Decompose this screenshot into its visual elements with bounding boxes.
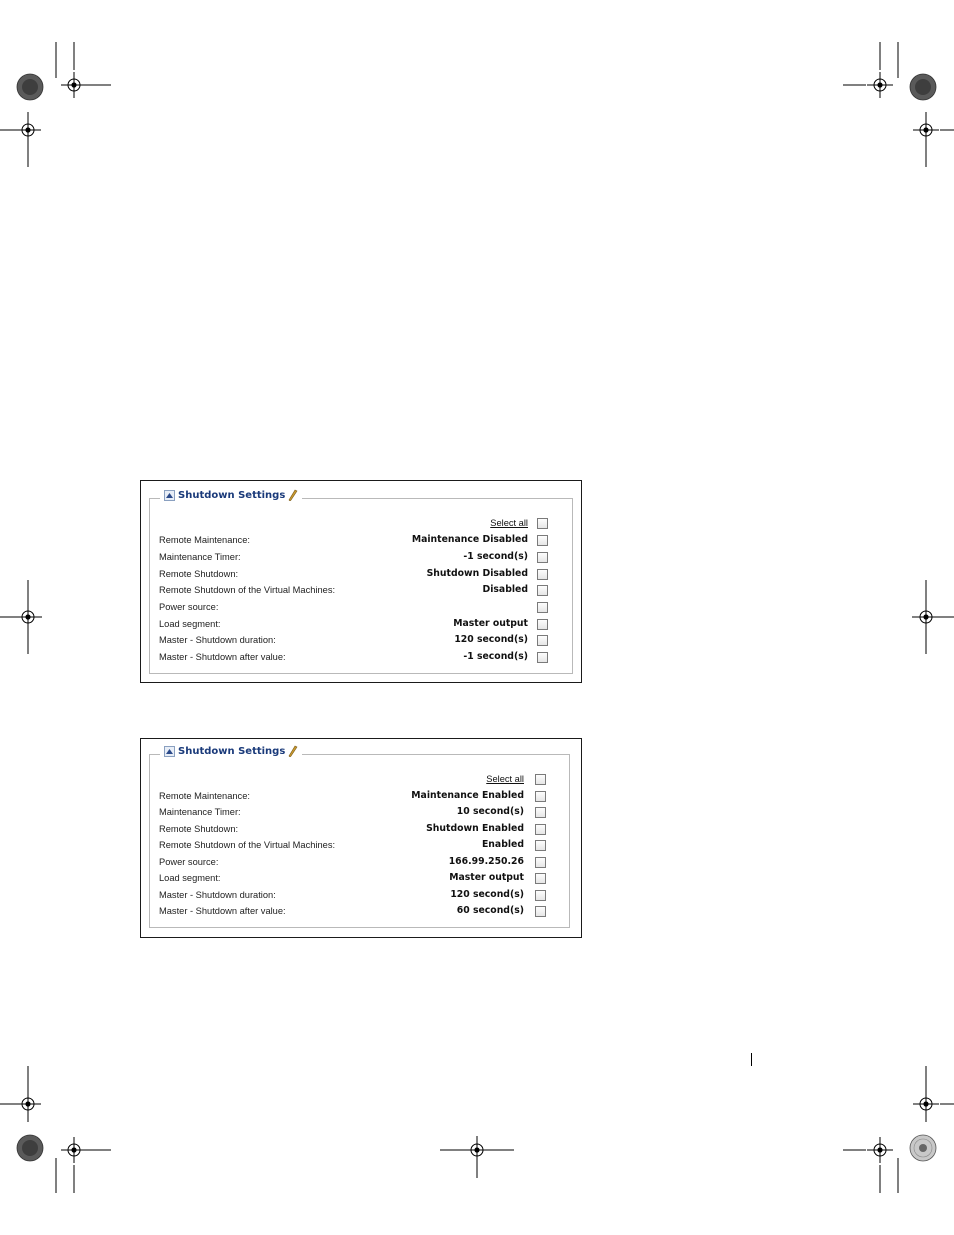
shutdown-settings-fieldset: [149, 489, 573, 674]
setting-value: -1 second(s): [463, 551, 528, 562]
setting-checkbox[interactable]: [537, 585, 548, 596]
setting-row: [150, 871, 569, 885]
setting-row: [150, 789, 569, 803]
setting-value: -1 second(s): [463, 651, 528, 662]
setting-value: 120 second(s): [450, 889, 524, 900]
pencil-icon[interactable]: [288, 489, 298, 501]
setting-label: Master - Shutdown after value:: [159, 652, 286, 662]
setting-checkbox[interactable]: [535, 791, 546, 802]
setting-value: Shutdown Disabled: [426, 568, 528, 579]
shutdown-settings-panel-2: [140, 738, 582, 938]
setting-row: [150, 805, 569, 819]
setting-checkbox[interactable]: [535, 890, 546, 901]
select-all-checkbox[interactable]: [535, 774, 546, 785]
setting-label: Maintenance Timer:: [159, 807, 241, 817]
setting-label: Remote Shutdown of the Virtual Machines:: [159, 585, 336, 595]
select-all-link[interactable]: Select all: [486, 774, 524, 784]
setting-checkbox[interactable]: [535, 873, 546, 884]
setting-row: [150, 617, 572, 631]
registration-mark-icon: [913, 117, 939, 143]
setting-value: Maintenance Enabled: [411, 790, 524, 801]
setting-checkbox[interactable]: [537, 635, 548, 646]
registration-mark-icon: [464, 1137, 490, 1163]
setting-value: Disabled: [482, 584, 528, 595]
setting-checkbox[interactable]: [535, 807, 546, 818]
registration-mark-icon: [867, 72, 893, 98]
setting-checkbox[interactable]: [537, 535, 548, 546]
fieldset-legend: [160, 489, 302, 501]
setting-row: [150, 567, 572, 581]
color-wheel-icon: [910, 74, 936, 100]
collapse-arrow-icon[interactable]: [164, 746, 175, 757]
setting-checkbox[interactable]: [535, 824, 546, 835]
shutdown-settings-fieldset: [149, 745, 570, 928]
setting-label: Remote Maintenance:: [159, 535, 250, 545]
setting-label: Power source:: [159, 857, 219, 867]
setting-value: 60 second(s): [456, 905, 524, 916]
registration-mark-icon: [61, 72, 87, 98]
select-all-row: [150, 516, 572, 530]
setting-checkbox[interactable]: [537, 652, 548, 663]
section-title[interactable]: Shutdown Settings: [178, 745, 286, 757]
registration-mark-icon: [913, 604, 939, 630]
section-title[interactable]: Shutdown Settings: [178, 489, 286, 501]
setting-label: Remote Shutdown:: [159, 569, 239, 579]
color-wheel-icon: [910, 1135, 936, 1161]
registration-mark-icon: [15, 604, 41, 630]
setting-label: Load segment:: [159, 873, 221, 883]
setting-row: [150, 583, 572, 597]
setting-value: 120 second(s): [454, 634, 528, 645]
setting-checkbox[interactable]: [537, 552, 548, 563]
setting-checkbox[interactable]: [535, 840, 546, 851]
setting-value: Master output: [449, 872, 524, 883]
select-all-checkbox[interactable]: [537, 518, 548, 529]
setting-label: Maintenance Timer:: [159, 552, 241, 562]
registration-mark-icon: [61, 1137, 87, 1163]
setting-value: Maintenance Disabled: [411, 534, 528, 545]
select-all-link[interactable]: Select all: [490, 518, 528, 528]
setting-row: [150, 600, 572, 614]
setting-label: Power source:: [159, 602, 219, 612]
setting-row: [150, 888, 569, 902]
pencil-icon[interactable]: [288, 745, 298, 757]
registration-mark-icon: [913, 1091, 939, 1117]
setting-row: [150, 650, 572, 664]
setting-value: Shutdown Enabled: [426, 823, 524, 834]
setting-checkbox[interactable]: [535, 906, 546, 917]
setting-row: [150, 855, 569, 869]
setting-label: Master - Shutdown duration:: [159, 635, 276, 645]
setting-label: Remote Maintenance:: [159, 791, 250, 801]
shutdown-settings-panel-1: [140, 480, 582, 683]
setting-checkbox[interactable]: [535, 857, 546, 868]
fieldset-legend: [160, 745, 302, 757]
setting-row: [150, 533, 572, 547]
page-number-rule: [751, 1053, 752, 1066]
setting-row: [150, 633, 572, 647]
select-all-row: [150, 772, 569, 786]
setting-label: Master - Shutdown duration:: [159, 890, 276, 900]
registration-mark-icon: [15, 1091, 41, 1117]
setting-row: [150, 838, 569, 852]
registration-mark-icon: [867, 1137, 893, 1163]
setting-value: 10 second(s): [456, 806, 524, 817]
setting-row: [150, 904, 569, 918]
setting-label: Load segment:: [159, 619, 221, 629]
setting-row: [150, 822, 569, 836]
color-wheel-icon: [17, 1135, 43, 1161]
setting-value: Master output: [453, 618, 528, 629]
setting-value: 166.99.250.26: [448, 856, 524, 867]
setting-checkbox[interactable]: [537, 602, 548, 613]
color-wheel-icon: [17, 74, 43, 100]
setting-checkbox[interactable]: [537, 619, 548, 630]
setting-label: Remote Shutdown:: [159, 824, 239, 834]
setting-checkbox[interactable]: [537, 569, 548, 580]
setting-label: Remote Shutdown of the Virtual Machines:: [159, 840, 336, 850]
registration-mark-icon: [15, 117, 41, 143]
collapse-arrow-icon[interactable]: [164, 490, 175, 501]
setting-label: Master - Shutdown after value:: [159, 906, 286, 916]
setting-row: [150, 550, 572, 564]
setting-value: Enabled: [481, 839, 524, 850]
